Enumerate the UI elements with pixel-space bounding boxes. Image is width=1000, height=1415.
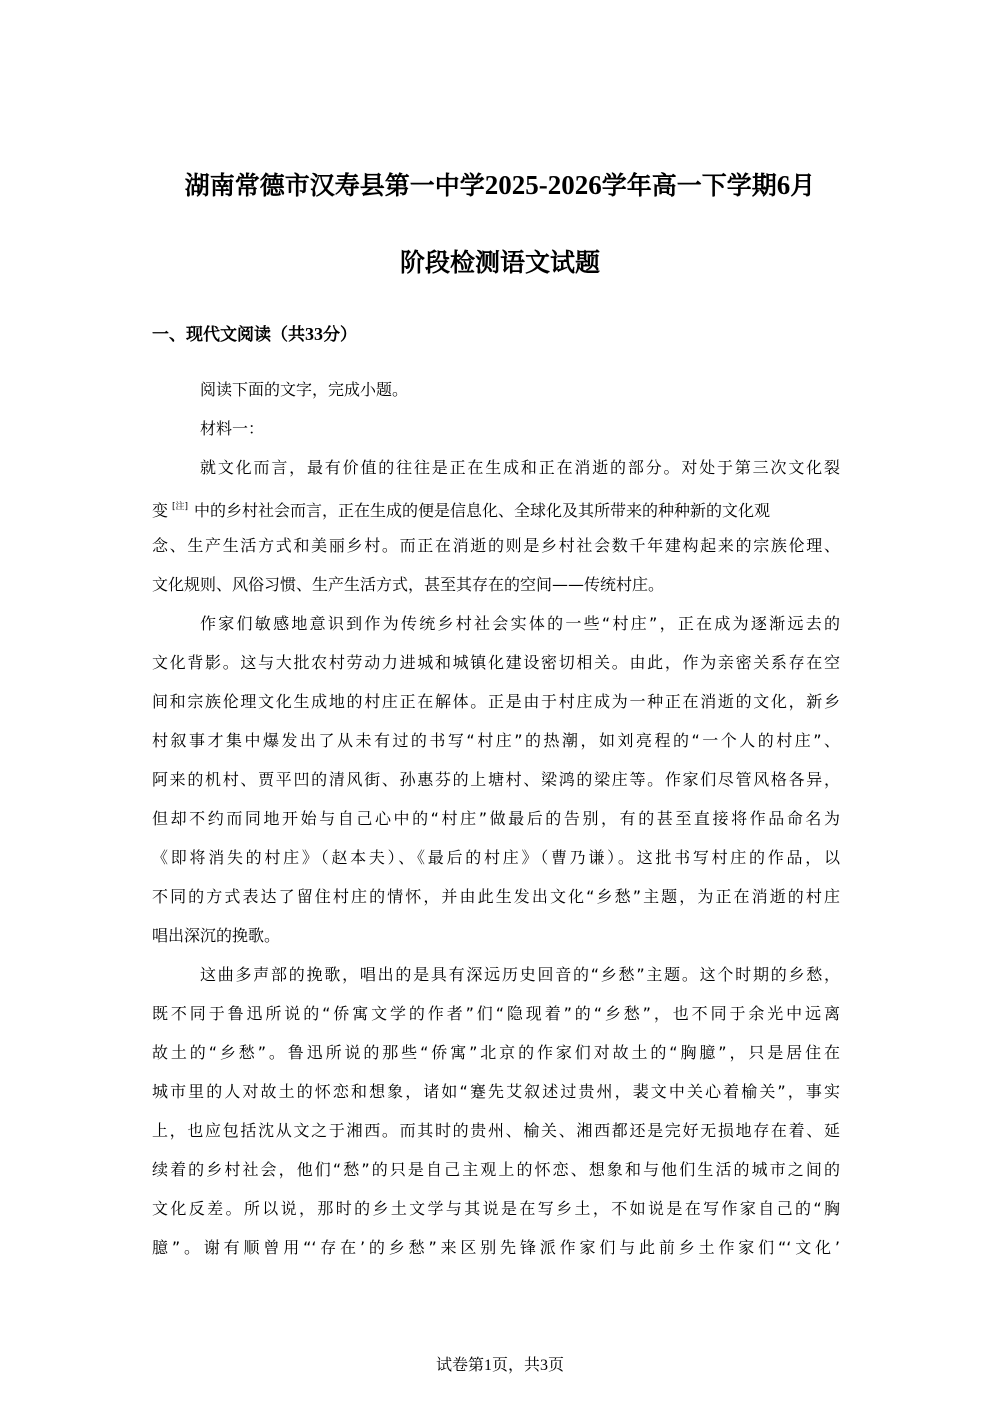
- passage-line: 文化背影。这与大批农村劳动力进城和城镇化建设密切相关。由此，作为亲密关系存在空: [152, 653, 840, 672]
- passage-line: 间和宗族伦理文化生成地的村庄正在解体。正是由于村庄成为一种正在消逝的文化，新乡: [152, 692, 840, 711]
- title-line-2: 阶段检测语文试题: [399, 248, 600, 277]
- passage-line: 文化反差。所以说，那时的乡土文学与其说是在写乡土，不如说是在写作家自己的“胸: [152, 1199, 840, 1218]
- material-label: 材料一：: [200, 419, 265, 438]
- passage-line: 续着的乡村社会，他们“愁”的只是自己主观上的怀恋、想象和与他们生活的城市之间的: [152, 1160, 840, 1179]
- passage-line: 村叙事才集中爆发出了从未有过的书写“村庄”的热潮，如刘亮程的“一个人的村庄”、: [152, 731, 840, 750]
- passage-line: 就文化而言，最有价值的往往是正在生成和正在消逝的部分。对处于第三次文化裂: [200, 458, 840, 477]
- section-heading: 一、现代文阅读（共33分）: [152, 324, 357, 345]
- passage-line: 《即将消失的村庄》（赵本夫）、《最后的村庄》（曹乃谦）。这批书写村庄的作品，以: [152, 848, 840, 867]
- instruction-text: 阅读下面的文字，完成小题。: [200, 380, 409, 399]
- passage-line: 城市里的人对故土的怀恋和想象，诸如“蹇先艾叙述过贵州，裴文中关心着榆关”，事实: [152, 1082, 840, 1101]
- passage-line: 既不同于鲁迅所说的“侨寓文学的作者”们“隐现着”的“乡愁”，也不同于余光中远离: [152, 1004, 840, 1023]
- passage-line: 念、生产生活方式和美丽乡村。而正在消逝的则是乡村社会数千年建构起来的宗族伦理、: [152, 536, 840, 555]
- footnote-marker: [注]: [172, 502, 189, 512]
- passage-line: 唱出深沉的挽歌。: [152, 926, 281, 945]
- page-footer: 试卷第1页，共3页: [435, 1357, 565, 1374]
- passage-line: 故土的“乡愁”。鲁迅所说的那些“侨寓”北京的作家们对故土的“胸臆”，只是居住在: [152, 1043, 840, 1062]
- page-number: 1: [483, 1357, 492, 1374]
- title-line-1: 湖南常德市汉寿县第一中学2025-2026学年高一下学期6月: [184, 170, 816, 200]
- passage-line: 臆”。谢有顺曾用“‘存在’的乡愁”来区别先锋派作家们与此前乡土作家们“‘文化’: [152, 1238, 840, 1257]
- passage-line: 上，也应包括沈从文之于湘西。而其时的贵州、榆关、湘西都还是完好无损地存在着、延: [152, 1121, 840, 1140]
- passage-line: 作家们敏感地意识到作为传统乡村社会实体的一些“村庄”，正在成为逐渐远去的: [200, 614, 840, 633]
- passage-line: 变 [注] 中的乡村社会而言，正在生成的便是信息化、全球化及其所带来的种种新的文化观: [152, 501, 771, 520]
- passage-line: 但却不约而同地开始与自己心中的“村庄”做最后的告别，有的甚至直接将作品命名为: [152, 809, 840, 828]
- passage-line: 文化规则、风俗习惯、生产生活方式，甚至其存在的空间——传统村庄。: [152, 575, 665, 594]
- page-total: 3: [540, 1357, 548, 1374]
- passage-line: 不同的方式表达了留住村庄的情怀，并由此生发出文化“乡愁”主题，为正在消逝的村庄: [152, 887, 840, 906]
- passage-line: 阿来的机村、贾平凹的清风街、孙惠芬的上塘村、梁鸿的梁庄等。作家们尽管风格各异，: [152, 770, 840, 789]
- passage-line: 这曲多声部的挽歌，唱出的是具有深远历史回音的“乡愁”主题。这个时期的乡愁，: [200, 965, 840, 984]
